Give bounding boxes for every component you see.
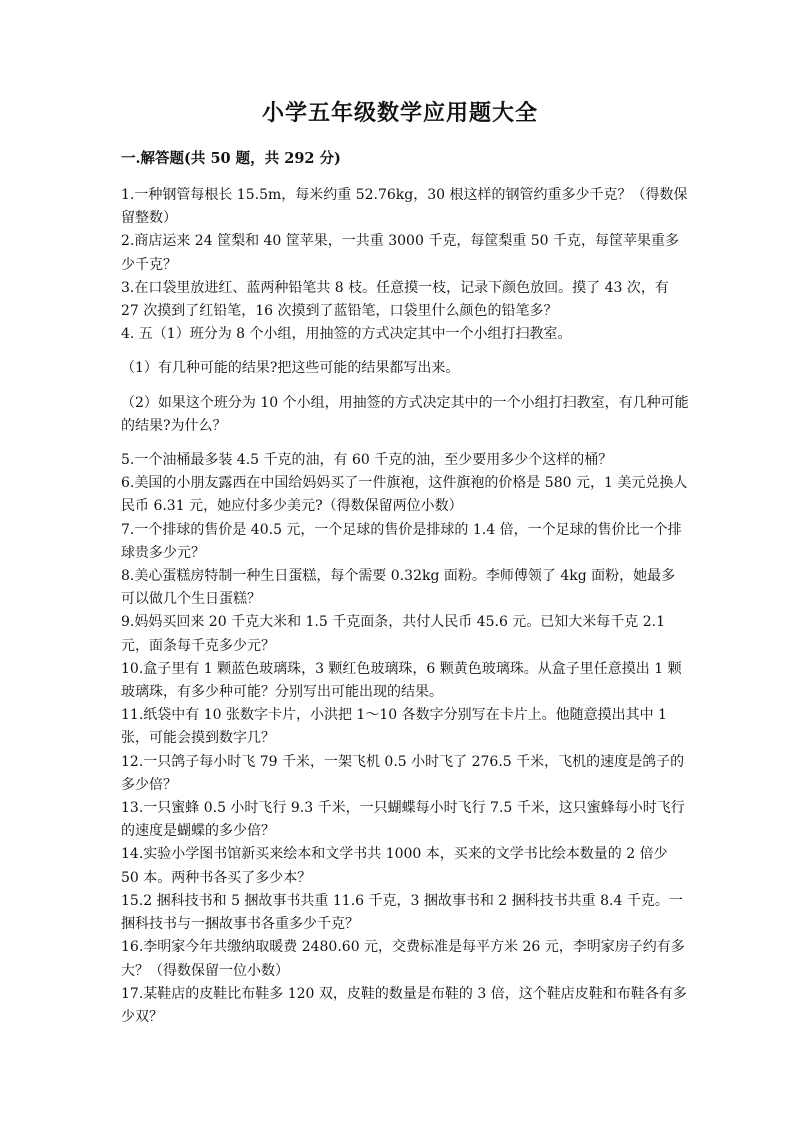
spacer [121,346,689,357]
section-heading: 一.解答题(共 50 题，共 292 分) [121,150,341,167]
question-2: 2.商店运来 24 筐梨和 40 筐苹果，一共重 3000 千克，每筐梨重 50 千克，每筐苹果重多少千克？ [121,233,680,273]
question-5: 5.一个油桶最多装 4.5 千克的油，有 60 千克的油，至少要用多少个这样的桶？ [121,452,613,469]
question-4-part-2: （2）如果这个班分为 10 个小组，用抽签的方式决定其中的一个小组打扫教室，有几种可能的结果?为什么？ [121,394,689,434]
question-list [121,184,689,1029]
question-7: 7.一个排球的售价是 40.5 元，一个足球的售价是排球的 1.4 倍，一个足球的售价比一个排球贵多少元？ [121,521,682,561]
question-8: 8.美心蛋糕房特制一种生日蛋糕，每个需要 0.32kg 面粉。李师傅领了 4kg 面粉，她最多可以做几个生日蛋糕？ [121,568,676,608]
question-16: 16.李明家今年共缴纳取暖费 2480.60 元，交费标准是每平方米 26 元，李明家房子约有多大？（得数保留一位小数） [121,939,685,979]
question-1: 1.一种钢管每根长 15.5m，每米约重 52.76kg，30 根这样的钢管约重多少千克？（得数保留整数） [121,187,688,227]
spacer [121,438,689,449]
question-14: 14.实验小学图书馆新买来绘本和文学书共 1000 本，买来的文学书比绘本数量的 2 倍少 50 本。两种书各买了多少本？ [121,846,668,886]
question-4-part-1: （1）有几种可能的结果?把这些可能的结果都写出来。 [121,360,460,377]
question-12: 12.一只鸽子每小时飞 79 千米，一架飞机 0.5 小时飞了 276.5 千米，飞机的速度是鸽子的多少倍？ [121,753,685,793]
question-11: 11.纸袋中有 10 张数字卡片，小洪把 1～10 各数字分别写在卡片上。他随意摸出其中 1 张，可能会摸到数字几？ [121,707,667,747]
question-15: 15.2 捆科技书和 5 捆故事书共重 11.6 千克，3 捆故事书和 2 捆科技书共重 8.4 千克。一捆科技书与一捆故事书各重多少千克？ [121,892,683,933]
question-10: 10.盒子里有 1 颗蓝色玻璃珠，3 颗红色玻璃珠，6 颗黄色玻璃珠。从盒子里任意摸出 1 颗玻璃珠，有多少种可能？分别写出可能出现的结果。 [121,660,682,701]
question-13: 13.一只蜜蜂 0.5 小时飞行 9.3 千米，一只蝴蝶每小时飞行 7.5 千米，这只蜜蜂每小时飞行的速度是蝴蝶的多少倍？ [121,800,685,840]
question-17: 17.某鞋店的皮鞋比布鞋多 120 双，皮鞋的数量是布鞋的 3 倍，这个鞋店皮鞋和布鞋各有多少双？ [121,985,687,1025]
question-6: 6.美国的小朋友露西在中国给妈妈买了一件旗袍，这件旗袍的价格是 580 元，1 美元兑换人民币 6.31 元，她应付多少美元?（得数保留两位小数） [121,475,688,515]
question-4: 4. 五（1）班分为 8 个小组，用抽签的方式决定其中一个小组打扫教室。 [121,326,572,343]
question-3: 3.在口袋里放进红、蓝两种铅笔共 8 枝。任意摸一枝，记录下颜色放回。摸了 43 次，有 27 次摸到了红铅笔，16 次摸到了蓝铅笔，口袋里什么颜色的铅笔多？ [121,279,669,320]
question-9: 9.妈妈买回来 20 千克大米和 1.5 千克面条，共付人民币 45.6 元。已知大米每千克 2.1 元，面条每千克多少元？ [121,614,666,654]
page-title: 小学五年级数学应用题大全 [261,100,538,126]
spacer [121,381,689,392]
